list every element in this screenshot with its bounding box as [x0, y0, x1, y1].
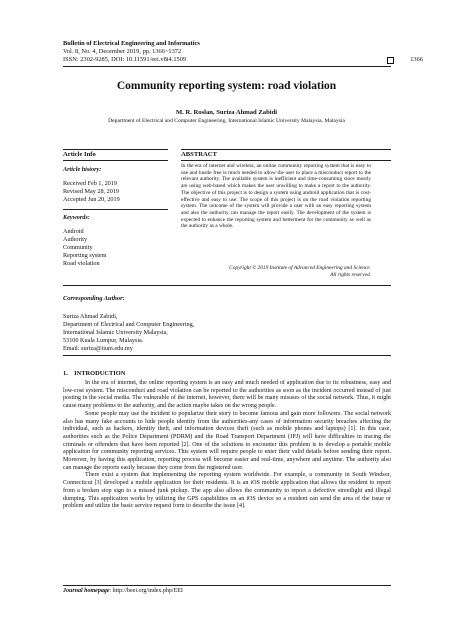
keywords-block	[63, 214, 168, 268]
paragraph: There exist a system that implementing the reporting system worldwide. For example, a community in South Windsor, Connecticut [3] developed a mobile application for their residents. It is an iOS mobile application that allows the resident to report from a broken stop sign to a missed junk pickup. The app also allows the community to report a defective streetlight and illegal dumping. This application works by utilizing the GPS capabilities on an iOS device so a resident can send the area of the issue or problem and utilize the basic service request form to describe the issue [4].	[63, 472, 391, 510]
keywords-rule	[63, 209, 168, 210]
corresponding-line: 53100 Kuala Lumpur, Malaysia.	[63, 337, 144, 344]
history-revised: Revised May 28, 2019	[63, 188, 120, 195]
paper-title: Community reporting system: road violation	[116, 80, 337, 92]
journal-volume: Vol. 8, No. 4, December 2019, pp. 1366~1372	[63, 48, 182, 55]
footer-rule	[63, 585, 391, 586]
homepage-link[interactable]: : http://beei.org/index.php/EEI	[109, 588, 183, 594]
history-accepted: Accepted Jun 20, 2019	[63, 196, 120, 203]
journal-header	[63, 40, 423, 64]
article-info-top-rule	[63, 149, 168, 150]
article-info-heading: Article Info	[63, 151, 96, 158]
keyword-item: Android	[63, 228, 84, 235]
paper-affiliation: Department of Electrical and Computer Engineering, International Islamic University Malaysia, Malaysia	[108, 118, 345, 124]
homepage-label: Journal homepage	[63, 588, 110, 594]
journal-issn: ISSN: 2302-9285, DOI: 10.11591/eei.v8i4.1509	[63, 56, 187, 63]
keyword-item: Reporting system	[63, 252, 107, 259]
square-icon	[387, 57, 394, 64]
keywords-heading: Keywords:	[63, 214, 90, 221]
corresponding-bottom-rule	[63, 355, 391, 356]
abstract-top-rule	[181, 149, 391, 150]
abstract-text: In the era of internet and wireless, an online community reporting system that is easy to use and hustle free is much needed to allow the user to place a misconduct report to the relevant authority. The available system is inefficient and time-consuming since mostly are using web-based which makes the user unwilling to make a report to the authority. The objective of this project is to design a system using android application that is cost-effective and easy to use. The scope of this project is on the road violation reporting system. The outcome of the system will provide a user with an easy reporting system and also the authority can manage the report easily. The development of the system is expected to enhance the reporting system and betterment for the community as well as the authority as a whole.	[181, 163, 371, 230]
abstract-under-rule	[181, 160, 391, 161]
journal-name: Bulletin of Electrical Engineering and Informatics	[63, 40, 200, 47]
rights-line: All rights reserved.	[330, 271, 371, 278]
page-number: 1366	[410, 56, 423, 63]
paragraph: Some people may use the incident to popularize their story to become famous and gain more followers. The social network also has many fake accounts to hide people identity from the authorities-any cases of information security breaches affecting the individual, such as hackers, identity theft, and information devices theft (such as mobile phones and laptops) [1]. In this case, authorities such as the Police Department (PDRM) and the Road Transport Department (JPJ) will have difficulties in tracing the criminals or offenders that have been reported [2]. One of the solutions to encounter this problem is to develop a portable mobile application for community reporting services. This system will require people to enter their valid details before sending their report. Moreover, by having this application, reporting process will become easier and real-time, anywhere and anytime. The authority also can manage the reports easily because they come from the registered user.	[63, 410, 391, 471]
corresponding-details	[63, 313, 363, 353]
history-heading: Article history:	[63, 166, 102, 173]
header-divider	[63, 66, 391, 67]
corresponding-heading: Corresponding Author:	[63, 295, 125, 302]
keyword-item: Authority	[63, 236, 88, 243]
corresponding-top-rule	[63, 285, 391, 286]
keyword-item: Community	[63, 244, 93, 251]
corresponding-email: Email: suriza@iium.edu.my	[63, 345, 133, 352]
introduction-body	[63, 380, 391, 511]
paper-authors: M. R. Roslan, Suriza Ahmad Zabidi	[175, 109, 278, 116]
corresponding-line: Department of Electrical and Computer Engineering,	[63, 321, 195, 328]
journal-homepage	[63, 588, 183, 594]
keyword-item: Road violation	[63, 260, 100, 267]
article-history	[63, 166, 168, 204]
copyright-notice	[181, 265, 371, 278]
corresponding-line: Suriza Ahmad Zabidi,	[63, 313, 118, 320]
copyright-line: Copyright © 2019 Institute of Advanced Engineering and Science.	[229, 265, 371, 271]
introduction-heading: 1. INTRODUCTION	[63, 370, 126, 377]
history-received: Received Feb 1, 2019	[63, 180, 117, 187]
abstract-heading: ABSTRACT	[181, 151, 217, 158]
article-info-under-rule	[63, 160, 168, 161]
corresponding-line: International Islamic University Malaysia,	[63, 329, 168, 336]
paragraph: In the era of internet, the online reporting system is an easy and much needed of application due to its robustness, easy and low-cost system. The misconduct and road violation can be reported to the authorities as soon as the incident occurred instead of just posting in the social media. The vulnerable of the internet, however, there will be many misuses of the social network. Thus, it might cause many problems to the authority, and the action maybe takes on the wrong people.	[63, 380, 391, 410]
